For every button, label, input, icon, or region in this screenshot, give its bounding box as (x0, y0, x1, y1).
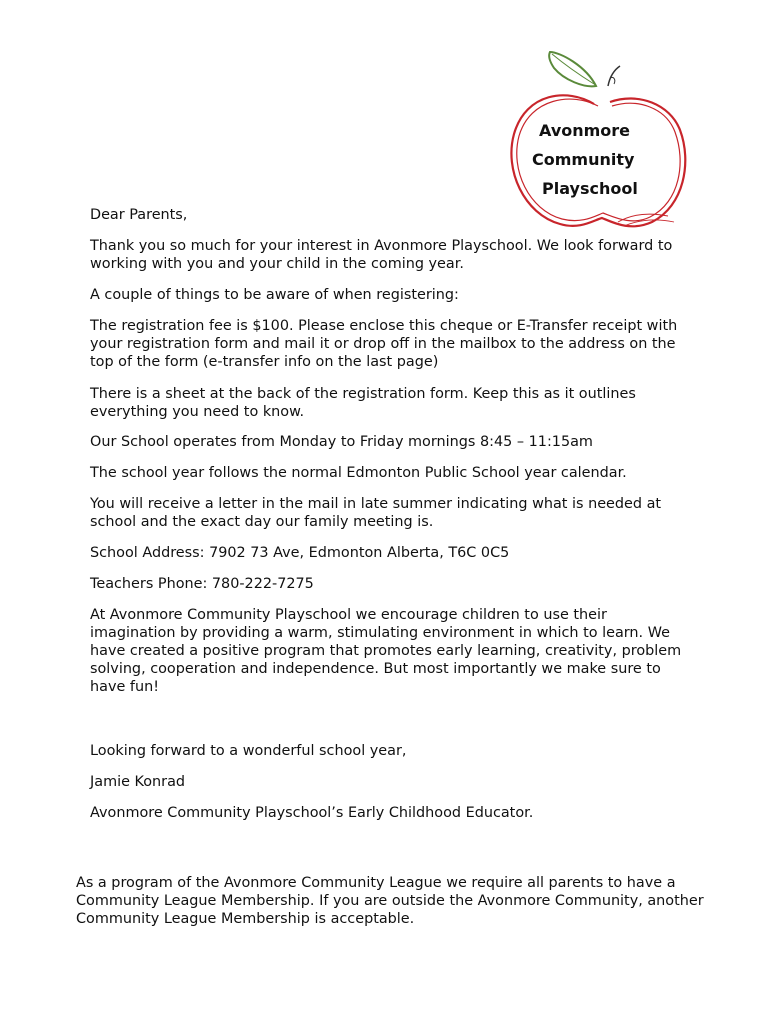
registering-note: A couple of things to be aware of when registering: (90, 287, 459, 303)
membership-paragraph: As a program of the Avonmore Community League we require all parents to have a Community League Membership. If you are outside the Avonmore Community, another Community League Membership is acceptable. (76, 875, 704, 927)
intro-paragraph: Thank you so much for your interest in Avonmore Playschool. We look forward to working with you and your child in the coming year. (90, 238, 673, 272)
signature-name: Jamie Konrad (90, 774, 186, 790)
teachers-phone: Teachers Phone: 780-222-7275 (90, 576, 314, 592)
greeting: Dear Parents, (90, 207, 188, 223)
philosophy-paragraph: At Avonmore Community Playschool we encourage children to use their imagination by providing a warm, stimulating environment in which to learn. We have created a positive program that promotes early learning, creativity, problem solving, cooperation and independence. But most importantly we make sure to have fun! (90, 607, 682, 695)
sheet-paragraph: There is a sheet at the back of the registration form. Keep this as it outlines everything you need to know. (90, 386, 636, 420)
hours-paragraph: Our School operates from Monday to Friday mornings 8:45 – 11:15am (90, 434, 593, 450)
fee-paragraph: The registration fee is $100. Please enclose this cheque or E-Transfer receipt with your registration form and mail it or drop off in the mailbox to the address on the top of the form (e-transfer info on the last page) (90, 318, 678, 370)
closing-line: Looking forward to a wonderful school year, (90, 743, 407, 759)
logo-line-1: Avonmore (539, 121, 631, 140)
signature-title: Avonmore Community Playschool’s Early Childhood Educator. (90, 805, 534, 821)
calendar-paragraph: The school year follows the normal Edmonton Public School year calendar. (90, 465, 627, 481)
logo-line-2: Community (532, 150, 635, 169)
summer-letter-paragraph: You will receive a letter in the mail in late summer indicating what is needed at school and the exact day our family meeting is. (90, 496, 662, 530)
logo-line-3: Playschool (542, 179, 638, 198)
school-address: School Address: 7902 73 Ave, Edmonton Alberta, T6C 0C5 (90, 545, 510, 561)
